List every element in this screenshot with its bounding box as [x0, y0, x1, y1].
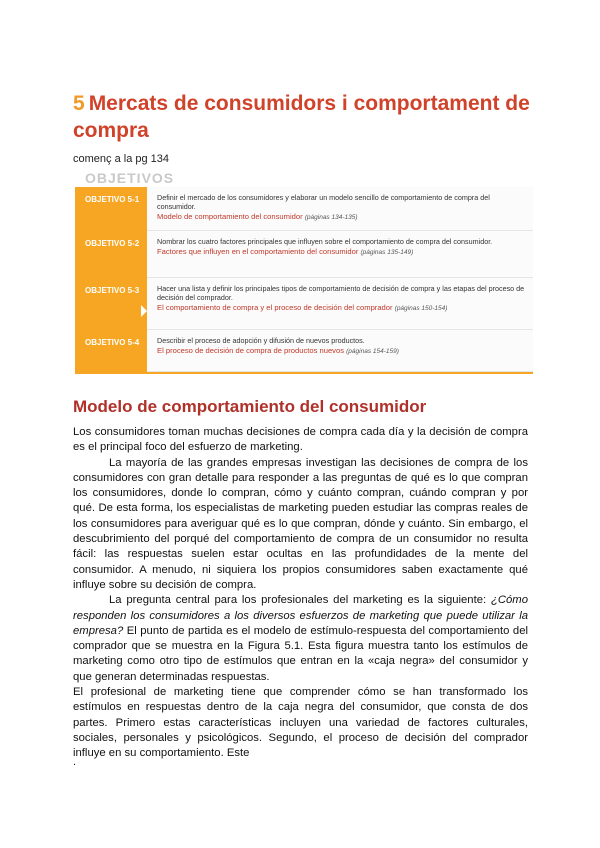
objective-pages: (páginas 134-135): [304, 214, 358, 221]
objective-body: [147, 231, 533, 278]
objectives-figure: [75, 168, 533, 374]
objective-description: Describir el proceso de adopción y difusión de nuevos productos.: [157, 336, 365, 345]
objectives-bottom-rule: [75, 372, 533, 374]
objective-link-label: El comportamiento de compra y el proceso de decisión del comprador: [157, 303, 393, 312]
objective-description: Nombrar los cuatro factores principales que influyen sobre el comportamiento de compra del consumidor.: [157, 237, 493, 246]
objective-description: Hacer una lista y definir los principales tipos de comportamiento de decisión de compra y las etapas del proceso de decisión del comprador.: [157, 284, 525, 302]
paragraph: El profesional de marketing tiene que comprender cómo se han transformado los estímulos en respuestas dentro de la caja negra del consumidor, que consta de dos partes. Primero estas características incluyen una variedad de factores culturales, sociales, personales y psicológicos. Segundo, el proceso de decisión del comprador influye en su comportamiento. Este: [73, 686, 528, 760]
paragraph: Los consumidores toman muchas decisiones de compra cada día y la decisión de compra es el principal foco del esfuerzo de marketing.: [73, 426, 528, 454]
central-question: ¿Cómo responden los consumidores a los diversos esfuerzos de marketing que puede utilizar la empresa?: [73, 594, 528, 637]
objective-link-label: El proceso de decisión de compra de productos nuevos: [157, 346, 345, 355]
paragraph-text: El punto de partida es el modelo de estímulo-respuesta del comportamiento del comprador que se muestra en la Figura 5.1. Esta figura muestra tanto los estímulos de marketing como otro tipo de estímulos que entran en la «caja negra» del consumidor y que generan determinadas respuestas.: [73, 624, 528, 683]
objective-body: [147, 278, 533, 330]
objective-pages: (páginas 154-159): [346, 348, 399, 355]
paragraph: [73, 593, 528, 685]
objective-row: [75, 187, 533, 231]
page-reference-note: començ a la pg 134: [73, 153, 170, 165]
objectives-table: [75, 187, 533, 374]
paragraph: La mayoría de las grandes empresas investigan las decisiones de compra de los consumidores con gran detalle para responder a las preguntas de qué es lo que compran los consumidores, donde lo compran, cómo y cuánto compran, cuándo compran y por qué. De esta forma, los especialistas de marketing pueden estudiar las compras reales de los consumidores para averiguar qué es lo que compran, dónde y cuánto. Sin embargo, el descubrimiento del porqué del comportamiento de compra de un consumidor no resulta fácil: las respuestas suelen estar ocultas en las profundidades de la mente del consumidor. A menudo, ni siquiera los propios consumidores saben exactamente qué influye sobre su decisión de compra.: [73, 456, 528, 591]
section-title: Modelo de comportamiento del consumidor: [73, 397, 427, 416]
objective-link: [157, 247, 525, 257]
objective-body: [147, 330, 533, 372]
objective-row: [75, 330, 533, 372]
objective-link: [157, 212, 525, 222]
chapter-heading: [73, 90, 533, 144]
objective-row: [75, 278, 533, 330]
objective-pages: (páginas 150-154): [394, 305, 448, 312]
trailing-mark: .: [73, 756, 77, 768]
objective-description: Definir el mercado de los consumidores y elaborar un modelo sencillo de comportamiento de compra del consumidor.: [157, 193, 490, 211]
objective-label: OBJETIVO 5-1: [75, 187, 147, 231]
chapter-number: 5: [73, 92, 85, 115]
objectives-title: OBJETIVOS: [85, 170, 175, 186]
objective-link-label: Factores que influyen en el comportamiento del consumidor: [157, 247, 359, 256]
chapter-title: Mercats de consumidors i comportament de compra: [73, 92, 530, 142]
body-text: [73, 425, 528, 762]
objective-pages: (páginas 135-149): [360, 249, 414, 256]
objective-link-label: Modelo de comportamiento del consumidor: [157, 212, 303, 221]
paragraph-text: La pregunta central para los profesionales del marketing es la siguiente:: [109, 594, 491, 607]
objective-label: OBJETIVO 5-4: [75, 330, 147, 372]
objective-link: [157, 346, 525, 356]
objective-row: [75, 231, 533, 278]
pointer-arrow-icon: [141, 305, 147, 317]
objective-body: [147, 187, 533, 231]
objective-label: OBJETIVO 5-2: [75, 231, 147, 278]
objective-link: [157, 303, 525, 313]
objective-label: OBJETIVO 5-3: [75, 278, 147, 330]
